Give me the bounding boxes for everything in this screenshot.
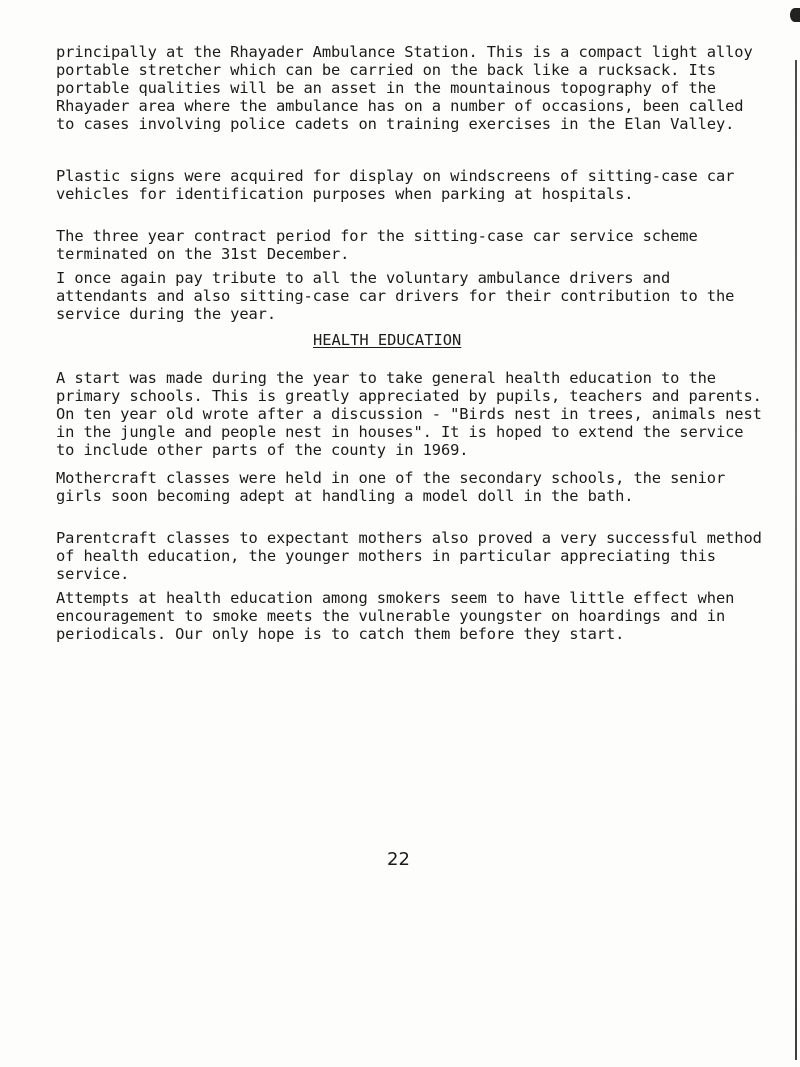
paragraph-plastic-signs: Plastic signs were acquired for display on windscreens of sitting-case car vehicles for identification purposes when parking at hospitals. [56,167,735,203]
paragraph-tribute: I once again pay tribute to all the voluntary ambulance drivers and attendants and also sitting-case car drivers for their contribution to the service during the year. [56,269,735,323]
scan-edge-line [795,60,797,1060]
section-heading: HEALTH EDUCATION [313,331,462,349]
paragraph-primary-schools: A start was made during the year to take general health education to the primary schools. This is greatly appreciated by pupils, teachers and parents. On ten year old wrote after a discussion - "Birds nest in trees, animals nest in the jungle and people nest in houses". It is hoped to extend the service to include other parts of the county in 1969. [56,369,762,459]
page-number: 22 [387,849,410,870]
paragraph-parentcraft: Parentcraft classes to expectant mothers also proved a very successful method of health education, the younger mothers in particular appreciating this service. [56,529,762,583]
paragraph-contract-period: The three year contract period for the sitting-case car service scheme terminated on the 31st December. [56,227,698,263]
scan-edge-mark [790,8,800,22]
paragraph-rhayader-stretcher: principally at the Rhayader Ambulance Station. This is a compact light alloy portable stretcher which can be carried on the back like a rucksack. Its portable qualities will be an asset in the mountainous topography of the Rhayader area where the ambulance has on a number of occasions, been called to cases involving police cadets on training exercises in the Elan Valley. [56,43,753,133]
paragraph-mothercraft: Mothercraft classes were held in one of the secondary schools, the senior girls soon becoming adept at handling a model doll in the bath. [56,469,726,505]
paragraph-smokers: Attempts at health education among smokers seem to have little effect when encouragement to smoke meets the vulnerable youngster on hoardings and in periodicals. Our only hope is to catch them before they start. [56,589,735,643]
